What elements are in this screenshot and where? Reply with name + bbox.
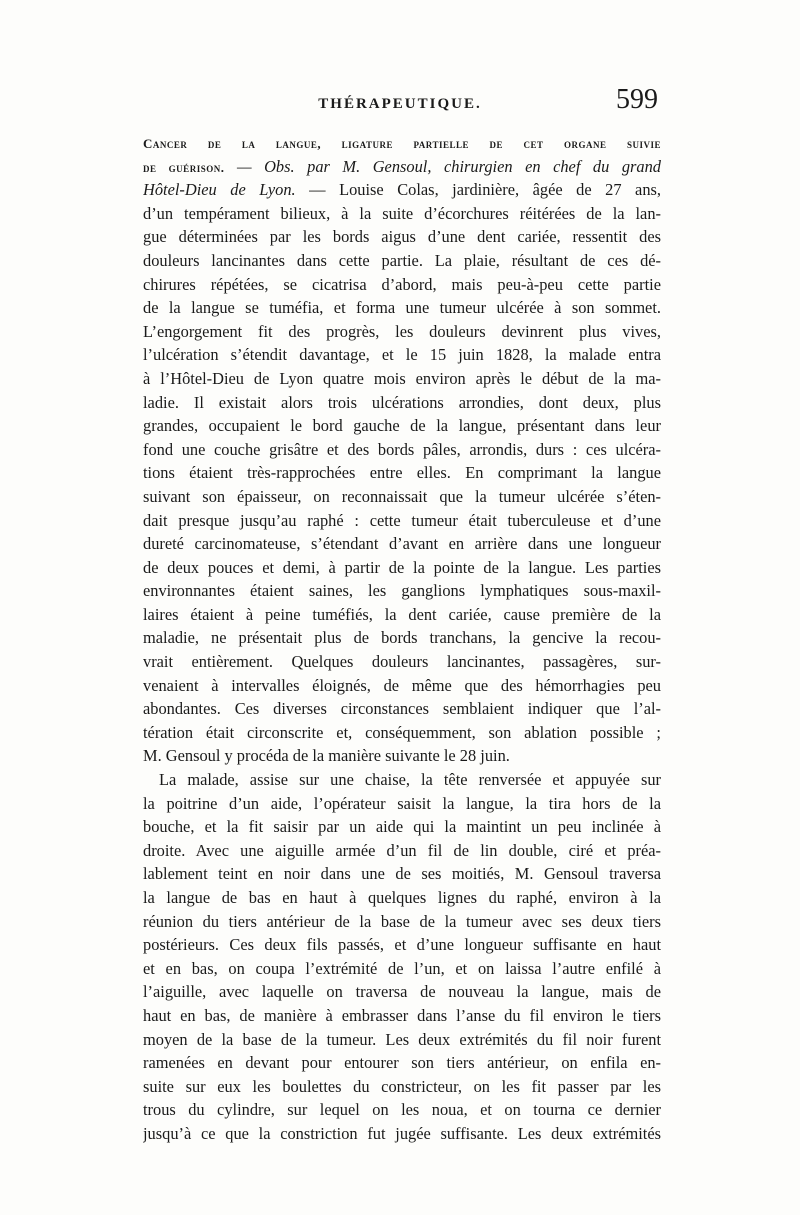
text-line: — Louise Colas, jardinière, âgée de 27 ans, [295,180,661,200]
text-line: M. Gensoul y procéda de la manière suivante le 28 juin. [143,746,510,766]
text-line: jusqu’à ce que la constriction fut jugée suffisante. Les deux extrémités [143,1123,661,1143]
text-line: trous du cylindre, sur lequel on les noua, et on tourna ce dernier [143,1100,661,1120]
text-line: la langue de bas en haut à quelques lignes du raphé, environ à la [143,888,661,907]
text-line: grandes, occupaient le bord gauche de la langue, présentant dans leur [143,416,661,436]
heading-line [143,131,661,155]
body-text [143,131,661,1146]
text-line: réunion du tiers antérieur de la base de la tumeur avec ses deux tiers [143,911,661,931]
text-line: abondantes. Ces diverses circonstances semblaient indiquer que l’al- [143,699,661,719]
text-line: postérieurs. Ces deux fils passés, et d’une longueur suffisante en haut [143,935,661,955]
text-line: d’un tempérament bilieux, à la suite d’écorchures réitérées de la lan- [143,203,661,223]
text-line: moyen de la base de la tumeur. Les deux extrémités du fil noir furent [143,1029,661,1049]
heading-line [143,178,661,202]
text-line: bouche, et la fit saisir par un aide qui la maintint un peu inclinée à [143,817,661,837]
text-line: suivant son épaisseur, on reconnaissait que la tumeur ulcérée s’éten- [143,486,661,506]
heading-line [143,155,661,179]
text-line: dureté carcinomateuse, s’étendant d’avant en arrière dans une longueur [143,534,661,554]
text-line: tération était circonscrite et, conséquemment, son ablation possible ; [143,722,661,742]
text-line: gue déterminées par les bords aigus d’une dent cariée, ressentit des [143,227,661,247]
text-line: douleurs lancinantes dans cette partie. La plaie, résultant de ces dé- [143,250,661,270]
observation-location: Hôtel-Dieu de Lyon. [143,180,296,200]
text-line: haut en bas, de manière à embrasser dans l’anse du fil environ le tiers [143,1005,661,1025]
page-number: 599 [616,84,658,115]
text-line: lablement teint en noir dans une de ses moitiés, M. Gensoul traversa [143,864,661,884]
text-line: l’aiguille, avec laquelle on traversa de nouveau la langue, mais de [143,982,661,1002]
text-line: l’ulcération s’étendit davantage, et le 15 juin 1828, la malade entra [143,345,661,365]
observation-credit: — Obs. par M. Gensoul, chirurgien en chef du grand [224,156,661,176]
text-line: vrait entièrement. Quelques douleurs lancinantes, passagères, sur- [143,652,661,672]
text-line: laires étaient à peine tuméfiés, la dent cariée, cause première de la [143,604,661,624]
text-line: et en bas, on coupa l’extrémité de l’un, et on laissa l’autre enfilé à [143,958,661,978]
text-line: ladie. Il existait alors trois ulcérations arrondies, dont deux, plus [143,392,661,412]
text-line: de deux pouces et demi, à partir de la pointe de la langue. Les parties [143,557,661,577]
text-line: à l’Hôtel-Dieu de Lyon quatre mois environ après le début de la ma- [143,368,661,388]
text-line: maladie, ne présentait plus de bords tranchans, la gencive la recou- [143,628,661,648]
text-line: de la langue se tuméfia, et forma une tumeur ulcérée à son sommet. [143,298,661,318]
article-title-end: de guérison. [143,159,225,175]
text-line: environnantes étaient saines, les ganglions lymphatiques sous-maxil- [143,581,661,601]
text-line: droite. Avec une aiguille armée d’un fil de lin double, ciré et préa- [143,840,661,860]
text-line: dait presque jusqu’au raphé : cette tumeur était tuberculeuse et d’une [143,510,661,530]
text-line: La malade, assise sur une chaise, la tête renversée et appuyée sur [159,770,661,790]
text-line: venaient à intervalles éloignés, de même que des hémorrhagies peu [143,675,661,695]
text-line: chirures répétées, se cicatrisa d’abord, mais peu-à-peu cette partie [143,274,661,294]
text-line: la poitrine d’un aide, l’opérateur saisit la langue, la tira hors de la [143,793,661,813]
text-line: fond une couche grisâtre et des bords pâles, arrondis, durs : ces ulcéra- [143,439,661,459]
article-title: Cancer de la langue, ligature partielle de cet organe suivie [143,136,661,151]
text-line: L’engorgement fit des progrès, les douleurs devinrent plus vives, [143,321,661,341]
running-title: THÉRAPEUTIQUE. [318,96,482,112]
text-line: ramenées en devant pour entourer son tiers antérieur, on enfila en- [143,1053,661,1073]
text-line: suite sur eux les boulettes du constricteur, on les fit passer par les [143,1076,661,1096]
text-line: tions étaient très-rapprochées entre elles. En comprimant la langue [143,463,661,483]
